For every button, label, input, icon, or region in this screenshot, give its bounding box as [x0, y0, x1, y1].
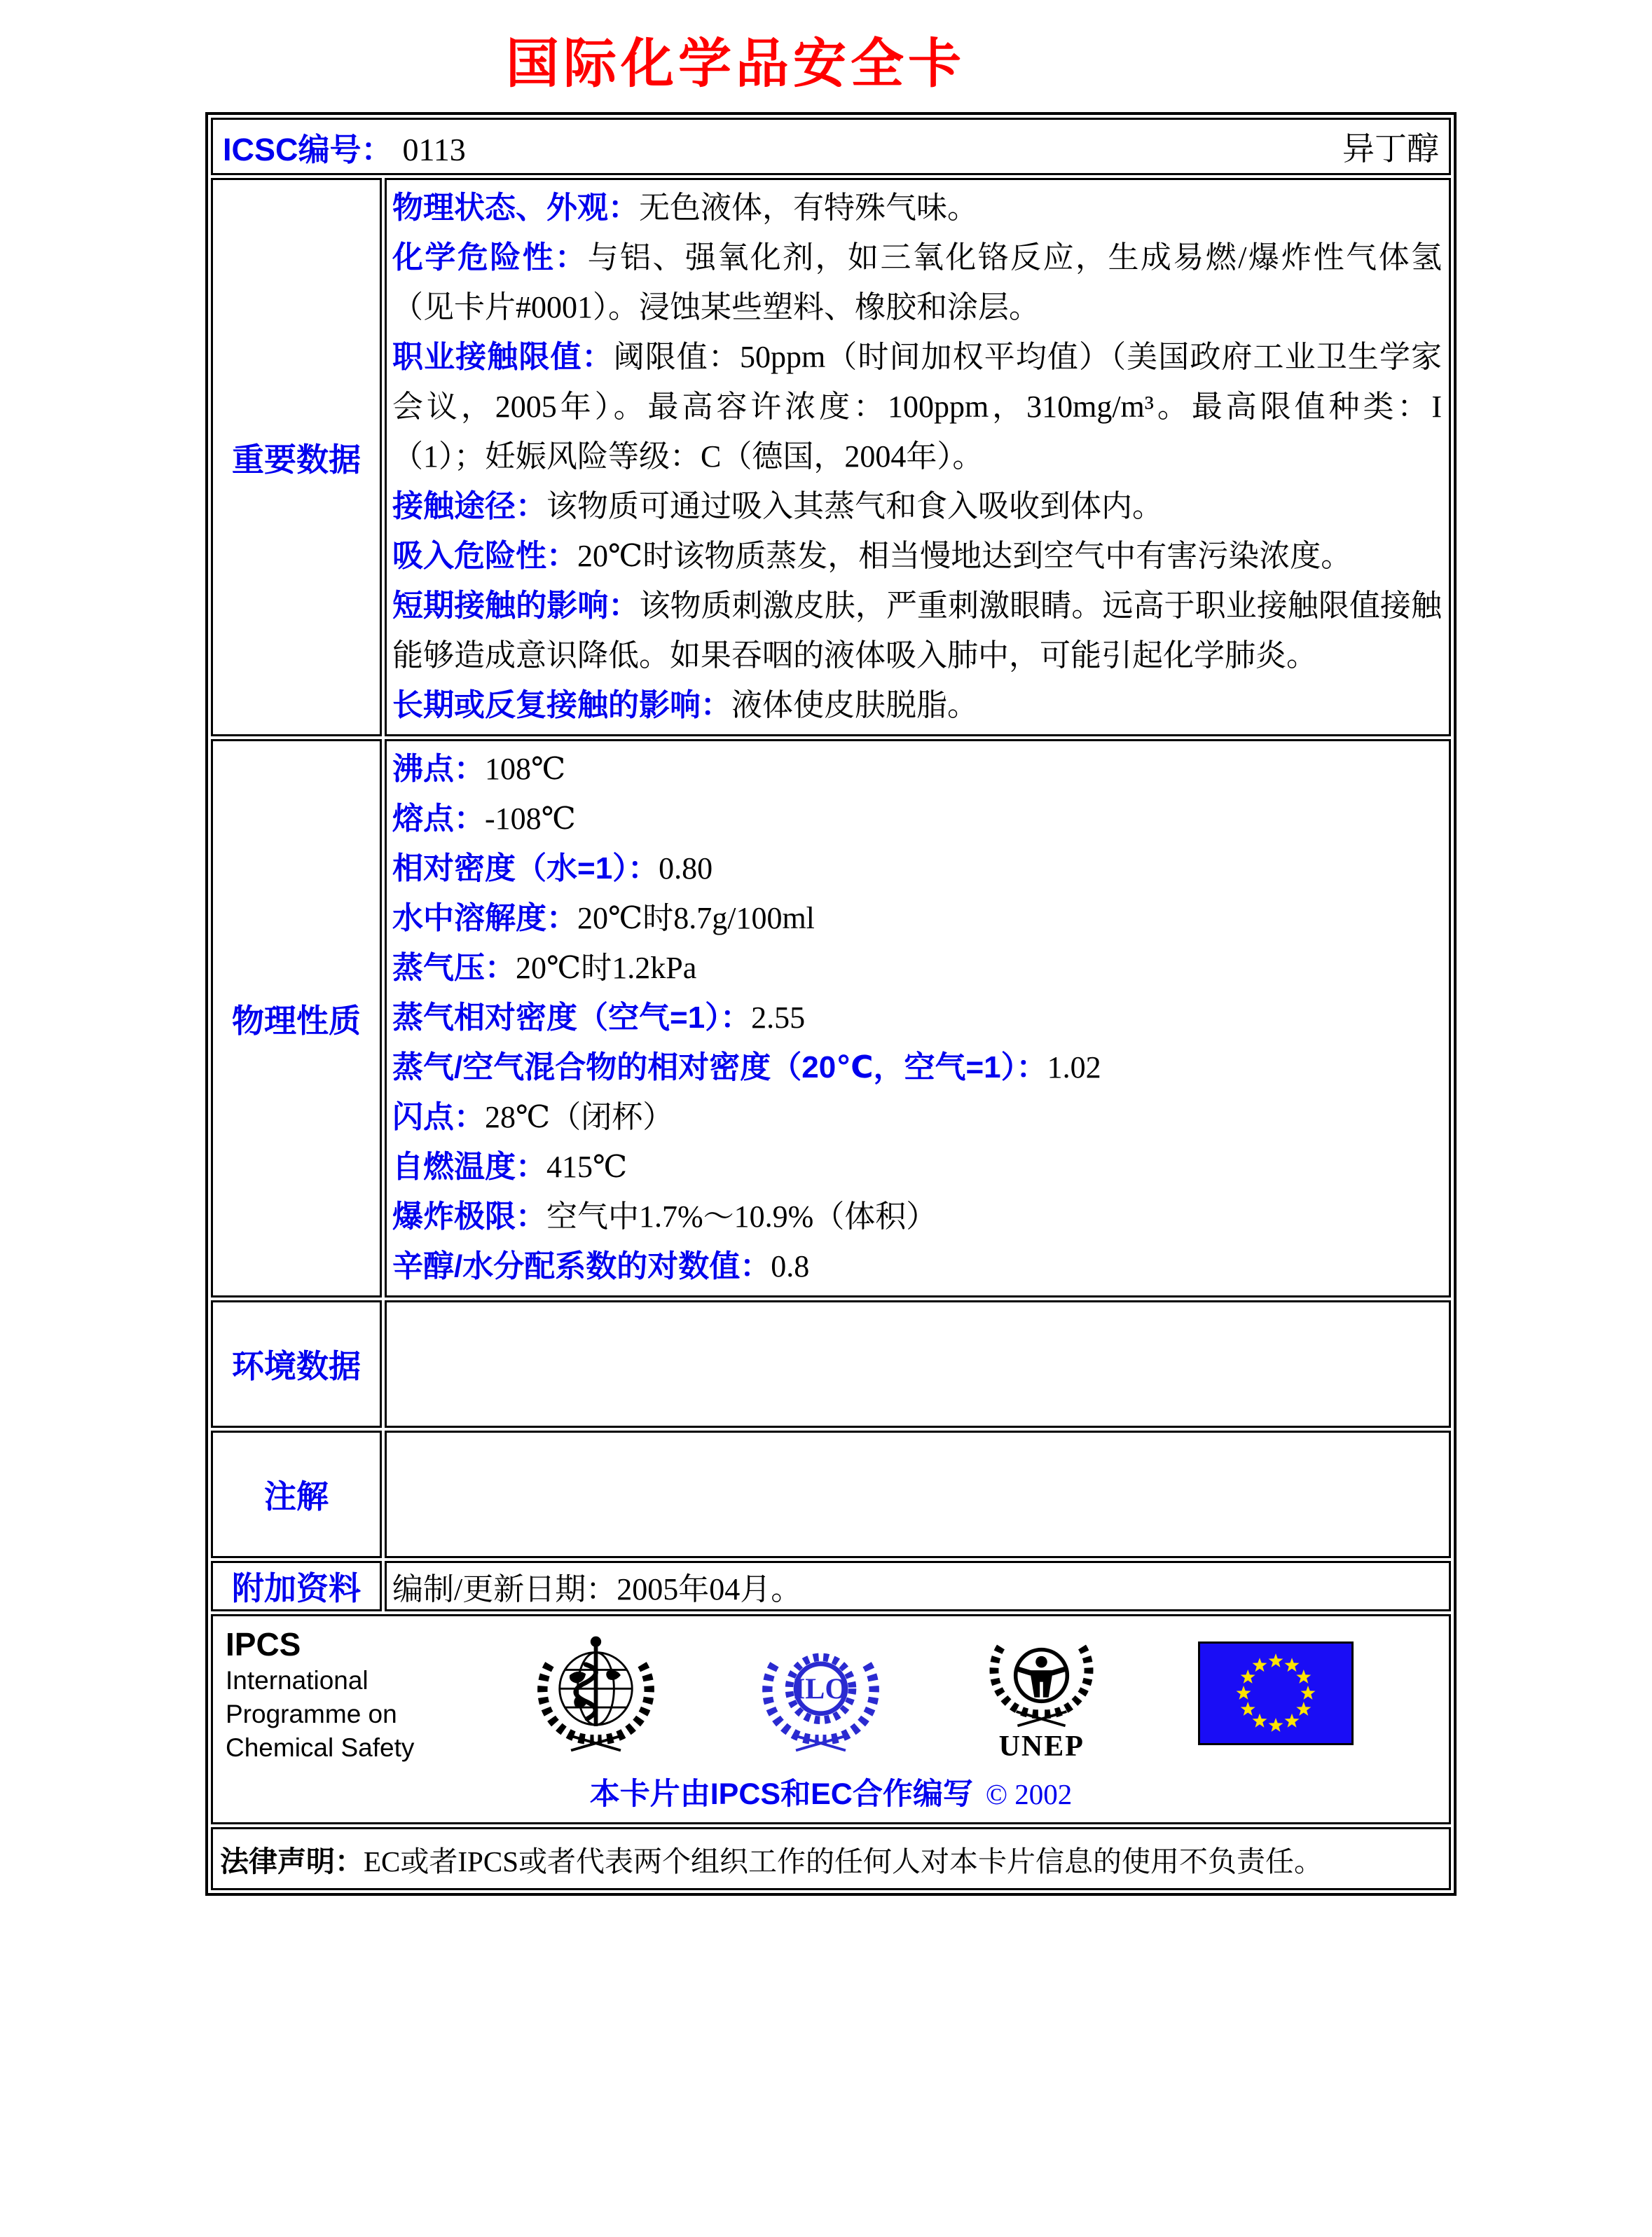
- data-entry: [392, 1042, 1442, 1092]
- ipcs-line: International: [226, 1666, 369, 1695]
- data-entry: [392, 943, 1442, 993]
- field-label: 接触途径：: [392, 489, 546, 523]
- data-entry: [392, 233, 1442, 332]
- icsc-number-value: 0113: [402, 131, 466, 167]
- additional-info-row: [211, 1561, 1451, 1611]
- legal-notice-text: EC或者IPCS或者代表两个组织工作的任何人对本卡片信息的使用不负责任。: [364, 1845, 1323, 1878]
- chemical-name: 异丁醇: [1342, 131, 1439, 167]
- field-label: 职业接触限值：: [392, 340, 614, 374]
- data-entry: [392, 1142, 1442, 1192]
- field-label: 闪点：: [392, 1100, 485, 1134]
- data-entry: [392, 183, 1442, 233]
- unep-label: UNEP: [998, 1730, 1085, 1763]
- data-entry: [392, 581, 1442, 680]
- ipcs-line: Programme on: [226, 1700, 397, 1728]
- unep-logo-icon: [980, 1627, 1103, 1762]
- copyright-year: © 2002: [985, 1778, 1073, 1810]
- data-entry: [392, 744, 1442, 794]
- field-label: 蒸气/空气混合物的相对密度（20℃，空气=1）：: [392, 1050, 1047, 1085]
- field-value: 液体使皮肤脱脂。: [731, 688, 978, 722]
- notes-row-label: 注解: [211, 1431, 382, 1558]
- field-value: 2.55: [751, 1000, 806, 1035]
- field-value: 20℃时1.2kPa: [516, 951, 697, 985]
- data-entry: [392, 680, 1442, 730]
- field-label: 自燃温度：: [392, 1150, 546, 1184]
- field-value: 与铝、强氧化剂，如三氧化铬反应，生成易燃/爆炸性气体氢（见卡片#0001）。浸蚀某些塑料、橡胶和涂层。: [392, 240, 1443, 324]
- important-data-row-label: 重要数据: [211, 178, 382, 736]
- eu-flag-icon: [1198, 1641, 1354, 1749]
- environment-data-content: [385, 1300, 1451, 1428]
- field-label: 沸点：: [392, 752, 485, 786]
- important-data-content: [385, 178, 1451, 736]
- data-entry: [392, 531, 1442, 581]
- field-label: 熔点：: [392, 801, 485, 836]
- field-label: 长期或反复接触的影响：: [392, 688, 731, 722]
- field-value: -108℃: [485, 801, 576, 836]
- data-entry: [392, 844, 1442, 893]
- data-entry: [392, 993, 1442, 1042]
- field-value: 20℃时8.7g/100ml: [577, 901, 815, 935]
- header-cell: [211, 118, 1451, 175]
- field-label: 水中溶解度：: [392, 901, 577, 935]
- physical-properties-content: [385, 739, 1451, 1298]
- field-value: 0.8: [771, 1249, 810, 1283]
- ipcs-text-block: [226, 1625, 436, 1765]
- additional-info-content: 编制/更新日期：2005年04月。: [385, 1561, 1451, 1611]
- field-label: 蒸气相对密度（空气=1）：: [392, 1000, 752, 1035]
- cooperation-caption-text: 本卡片由IPCS和EC合作编写: [589, 1777, 973, 1811]
- logos-row: [211, 1614, 1451, 1824]
- data-entry: [392, 1092, 1442, 1142]
- legal-notice-label: 法律声明：: [220, 1845, 364, 1878]
- icsc-table: [205, 112, 1457, 1896]
- field-label: 物理状态、外观：: [392, 191, 639, 225]
- field-value: 20℃时该物质蒸发，相当慢地达到空气中有害污染浓度。: [577, 539, 1352, 573]
- data-entry: [392, 332, 1442, 481]
- cooperation-caption: [224, 1770, 1438, 1813]
- ilo-logo-icon: [756, 1630, 886, 1761]
- data-entry: [392, 1241, 1442, 1291]
- data-entry: [392, 1192, 1442, 1241]
- environment-data-row-label: 环境数据: [211, 1300, 382, 1428]
- important-data-row: [211, 178, 1451, 736]
- physical-properties-row-label: 物理性质: [211, 739, 382, 1298]
- icsc-number-group: [223, 124, 466, 170]
- field-value: 1.02: [1047, 1050, 1101, 1085]
- field-value: 415℃: [546, 1150, 628, 1184]
- svg-text:ILO: ILO: [793, 1672, 848, 1706]
- who-logo-icon: [531, 1630, 661, 1761]
- field-value: 28℃（闭杯）: [485, 1100, 674, 1134]
- ipcs-acronym: IPCS: [226, 1626, 301, 1663]
- field-label: 蒸气压：: [392, 951, 516, 985]
- data-entry: [392, 893, 1442, 943]
- data-entry: [392, 794, 1442, 844]
- field-label: 相对密度（水=1）：: [392, 851, 659, 886]
- field-value: 该物质刺激皮肤，严重刺激眼睛。远高于职业接触限值接触能够造成意识降低。如果吞咽的液体吸入肺中，可能引起化学肺炎。: [392, 588, 1442, 673]
- environment-data-row: [211, 1300, 1451, 1428]
- field-label: 化学危险性：: [392, 240, 588, 275]
- field-value: 该物质可通过吸入其蒸气和食入吸收到体内。: [546, 489, 1163, 523]
- ipcs-line: Chemical Safety: [226, 1733, 415, 1762]
- field-label: 吸入危险性：: [392, 539, 577, 573]
- icsc-number-label: ICSC编号：: [223, 131, 393, 167]
- logos-cell: [211, 1614, 1451, 1824]
- field-value: 0.80: [659, 851, 713, 886]
- header-row: [211, 118, 1451, 175]
- data-entry: [392, 481, 1442, 531]
- field-label: 辛醇/水分配系数的对数值：: [392, 1249, 771, 1283]
- notes-content: [385, 1431, 1451, 1558]
- field-label: 爆炸极限：: [392, 1199, 546, 1234]
- legal-row: [211, 1827, 1451, 1890]
- notes-row: [211, 1431, 1451, 1558]
- physical-properties-row: [211, 739, 1451, 1298]
- field-value: 108℃: [485, 752, 566, 786]
- field-value: 空气中1.7%～10.9%（体积）: [546, 1199, 937, 1234]
- field-label: 短期接触的影响：: [392, 588, 640, 623]
- field-value: 无色液体，有特殊气味。: [639, 191, 978, 225]
- field-value: 阈限值：50ppm（时间加权平均值）（美国政府工业卫生学家会议，2005年）。最高容许浓度：100ppm，310mg/m³。最高限值种类：I（1）；妊娠风险等级：C（德国，2004年）。: [392, 340, 1442, 474]
- legal-notice: [211, 1827, 1451, 1890]
- page-title: 国际化学品安全卡: [506, 35, 965, 94]
- additional-info-row-label: 附加资料: [211, 1561, 382, 1611]
